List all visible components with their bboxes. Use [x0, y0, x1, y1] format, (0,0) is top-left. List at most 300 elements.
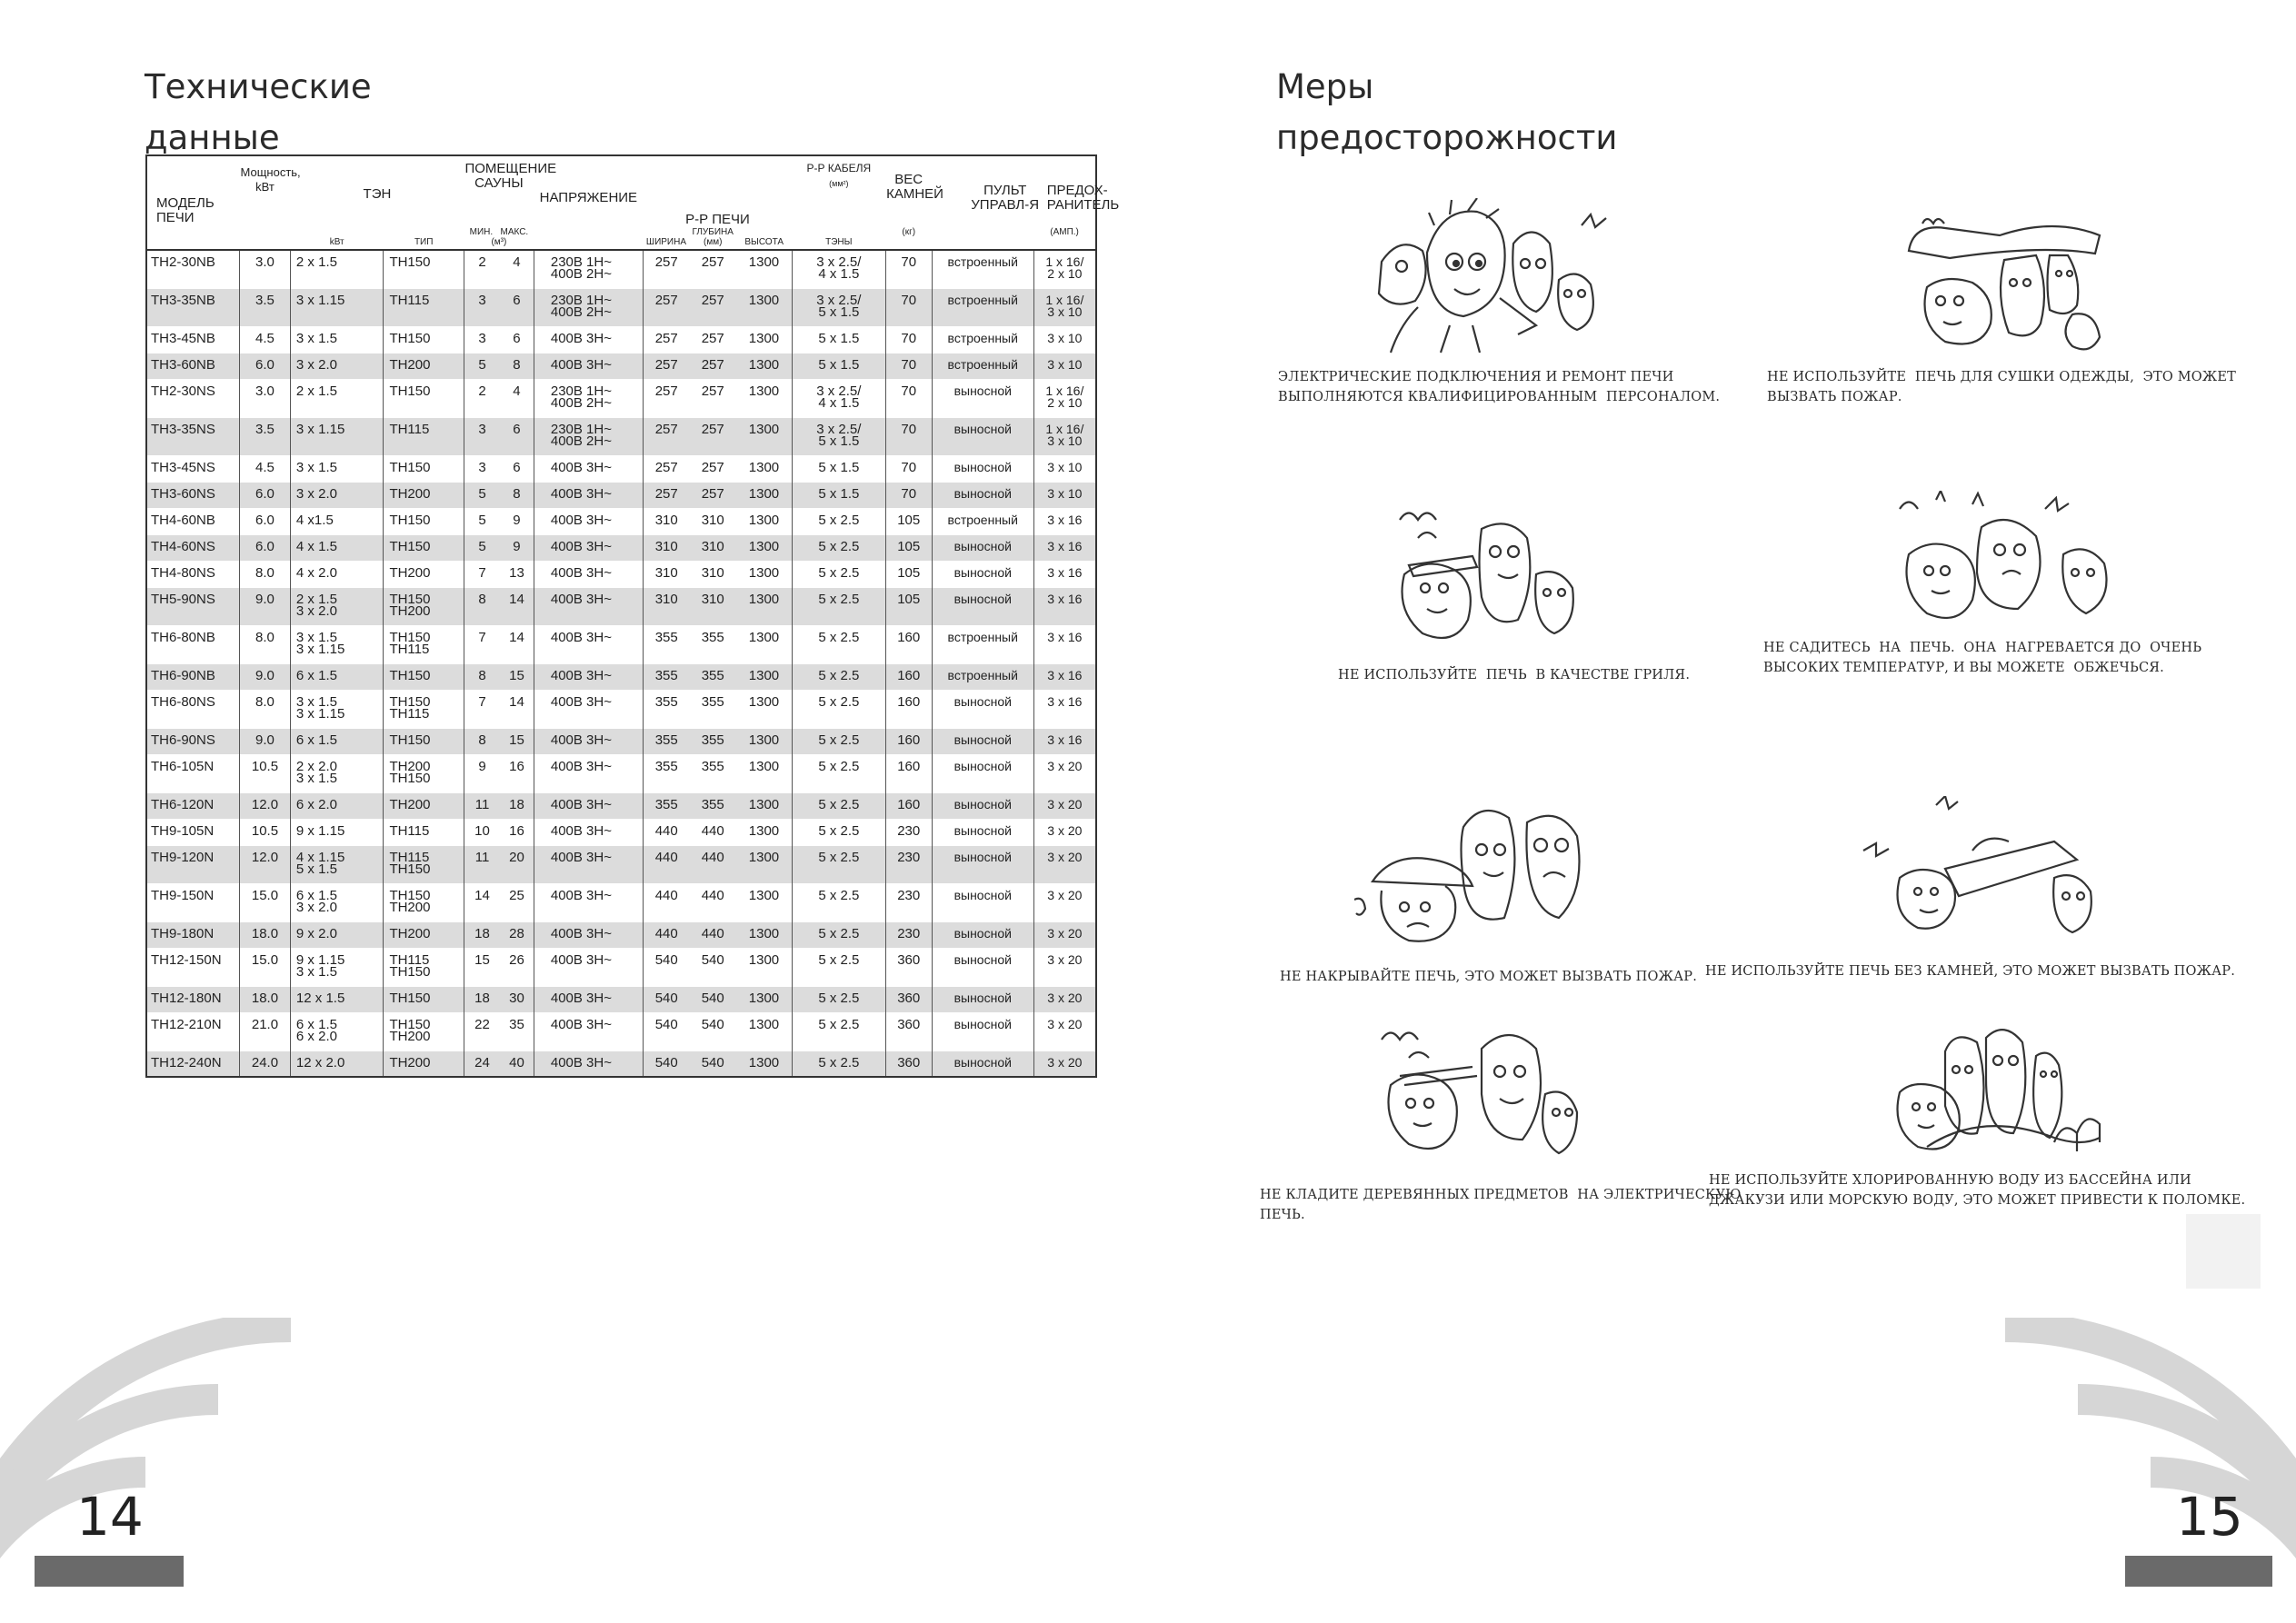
cell-power: 9.0	[240, 663, 291, 690]
cell-height: 1300	[748, 383, 780, 399]
table-row	[146, 508, 1096, 534]
cell-cable: 5 x 2.5	[793, 921, 886, 948]
cell-depth: 440	[690, 845, 736, 883]
cell-height: 1300	[736, 792, 793, 819]
cell-width: 440	[643, 819, 689, 845]
cell-width: 355	[643, 663, 689, 690]
cell-ten-kw: 4 x 1.5	[290, 534, 384, 561]
side-tab-decoration	[2186, 1214, 2261, 1289]
cell-ten-type: TH200	[384, 1050, 464, 1077]
cell-power: 3.5	[240, 288, 291, 326]
cell-ten-type: TH115	[384, 417, 464, 455]
cell-room-max: 16	[509, 822, 524, 839]
cell-stones: 70	[885, 417, 932, 455]
cell-fuse: 3 x 20	[1033, 819, 1096, 845]
cell-stones: 105	[885, 534, 932, 561]
cell-ten-type: TH200	[384, 353, 464, 379]
cell-ten-type: TH200	[384, 561, 464, 587]
cell-control: выносной	[932, 587, 1033, 625]
cell-cable: 3 x 2.5/ 5 x 1.5	[793, 417, 886, 455]
cell-cable: 5 x 2.5	[793, 883, 886, 921]
cell-model: TH2-30NS	[151, 383, 215, 399]
cell-power: 15.0	[240, 948, 291, 986]
cell-room-min: 5	[464, 353, 500, 379]
cell-fuse: 3 x 16	[1033, 663, 1096, 690]
header-stove-size: Р-Р ПЕЧИ	[685, 212, 750, 227]
cell-ten-kw: 3 x 2.0	[290, 353, 384, 379]
cell-room-max: 8	[500, 353, 534, 379]
table-row	[146, 1050, 1096, 1077]
title-line: предосторожности	[1276, 118, 1618, 157]
cell-width: 310	[643, 561, 689, 587]
cell-model: TH12-240N	[146, 1050, 240, 1077]
precaution-caption: НЕ ИСПОЛЬЗУЙТЕ ПЕЧЬ ДЛЯ СУШКИ ОДЕЖДЫ, ЭТО МОЖЕТ ВЫЗВАТЬ ПОЖАР.	[1767, 370, 2237, 404]
cell-width: 540	[643, 1012, 689, 1050]
cell-ten-type: TH150	[384, 663, 464, 690]
cell-model: TH3-45NS	[151, 459, 215, 475]
cell-width: 440	[643, 883, 689, 921]
cell-stones: 70	[885, 379, 932, 417]
cell-model: TH6-105N	[151, 758, 215, 774]
cell-control: выносной	[932, 417, 1033, 455]
cell-room-max: 14	[500, 587, 534, 625]
precaution-caption: НЕ ИСПОЛЬЗУЙТЕ ПЕЧЬ БЕЗ КАМНЕЙ, ЭТО МОЖЕТ ВЫЗВАТЬ ПОЖАР.	[1705, 964, 2236, 979]
cell-voltage: 400В 3Н~	[534, 508, 643, 534]
cell-room-min: 8	[464, 728, 500, 754]
cell-control: встроенный	[932, 625, 1033, 663]
cell-cable: 5 x 2.5	[793, 728, 886, 754]
cell-control: выносной	[932, 561, 1033, 587]
cell-stones: 70	[885, 353, 932, 379]
cell-fuse: 3 x 16	[1033, 508, 1096, 534]
cell-height: 1300	[748, 629, 780, 645]
cell-ten-kw: 2 x 2.0 3 x 1.5	[290, 754, 384, 792]
cell-ten-kw: 4 x 1.15 5 x 1.5	[290, 845, 384, 883]
cell-control: встроенный	[932, 663, 1033, 690]
cell-height: 1300	[748, 1016, 780, 1032]
cell-room-max: 15	[500, 663, 534, 690]
cell-power: 6.0	[240, 534, 291, 561]
cell-power: 10.5	[240, 754, 291, 792]
cell-depth: 310	[690, 587, 736, 625]
title-line: данные	[145, 118, 280, 157]
cell-voltage: 230В 1Н~ 400В 2Н~	[534, 417, 643, 455]
cell-room-min: 10	[464, 819, 500, 845]
cell-model: TH5-90NS	[146, 587, 240, 625]
header-stones-unit: (кг)	[902, 227, 916, 237]
table-row	[146, 534, 1096, 561]
cell-depth: 355	[690, 663, 736, 690]
cell-height: 1300	[748, 822, 780, 839]
cell-room-min: 18	[464, 921, 500, 948]
cell-height: 1300	[748, 512, 780, 528]
header-control-fuse	[932, 155, 1120, 227]
cell-control: встроенный	[932, 353, 1033, 379]
header-control: ПУЛЬТ УПРАВЛ-Я	[971, 183, 1040, 213]
cell-height: 1300	[736, 1050, 793, 1077]
cell-fuse: 3 x 20	[1033, 1050, 1096, 1077]
cell-control: выносной	[932, 754, 1033, 792]
cell-voltage: 400В 3Н~	[534, 754, 643, 792]
cell-width: 540	[643, 1050, 689, 1077]
grill-cartoon-icon	[1382, 502, 1591, 656]
cell-height: 1300	[736, 663, 793, 690]
cell-control: встроенный	[932, 288, 1033, 326]
cell-model: TH4-60NS	[146, 534, 240, 561]
cell-voltage: 230В 1Н~ 400В 2Н~	[534, 379, 643, 417]
cell-ten-kw: 3 x 1.5 3 x 1.15	[290, 625, 384, 663]
cell-stones: 230	[885, 819, 932, 845]
cell-room-max: 6	[513, 330, 521, 346]
cell-cable: 5 x 2.5	[793, 1012, 886, 1050]
cell-power: 9.0	[240, 728, 291, 754]
cell-fuse: 3 x 10	[1033, 482, 1096, 508]
cell-cable: 5 x 1.5	[793, 455, 886, 482]
cell-control: выносной	[932, 986, 1033, 1012]
cell-fuse: 1 x 16/ 3 x 10	[1033, 417, 1096, 455]
header-voltage: НАПРЯЖЕНИЕ	[539, 190, 638, 205]
cell-ten-kw: 3 x 1.15	[290, 417, 384, 455]
cell-voltage: 400В 3Н~	[534, 921, 643, 948]
header-cable-unit: (мм²)	[829, 179, 849, 188]
cell-control: встроенный	[932, 508, 1033, 534]
cell-cable: 5 x 2.5	[793, 587, 886, 625]
cell-voltage: 400В 3Н~	[534, 690, 643, 728]
table-row	[146, 1012, 1096, 1050]
cell-voltage: 400В 3Н~	[534, 625, 643, 663]
cell-voltage: 400В 3Н~	[534, 986, 643, 1012]
table-row	[146, 288, 1096, 326]
precaution-caption: ЭЛЕКТРИЧЕСКИЕ ПОДКЛЮЧЕНИЯ И РЕМОНТ ПЕЧИ ВЫПОЛНЯЮТСЯ КВАЛИФИЦИРОВАННЫМ ПЕРСОНАЛОМ.	[1278, 370, 1721, 404]
cell-room-min: 8	[464, 663, 500, 690]
cell-room-min: 2	[464, 250, 500, 288]
table-row	[146, 948, 1096, 986]
cell-ten-kw: 4 x1.5	[290, 508, 384, 534]
cell-stones: 105	[885, 508, 932, 534]
cell-ten-type: TH200	[384, 482, 464, 508]
cell-cable: 3 x 2.5/ 4 x 1.5	[793, 379, 886, 417]
cell-power: 15.0	[240, 883, 291, 921]
cell-width: 355	[643, 690, 689, 728]
table-row	[146, 819, 1096, 845]
cell-width: 540	[643, 986, 689, 1012]
cell-height: 1300	[736, 921, 793, 948]
cell-ten-type: TH150 TH200	[384, 587, 464, 625]
cell-depth: 257	[690, 288, 736, 326]
cell-stones: 160	[885, 792, 932, 819]
cell-room-min: 14	[464, 883, 500, 921]
cell-room-min: 3	[464, 455, 500, 482]
cell-depth: 310	[701, 564, 724, 581]
precaution-caption: НЕ САДИТЕСЬ НА ПЕЧЬ. ОНА НАГРЕВАЕТСЯ ДО ОЧЕНЬ ВЫСОКИХ ТЕМПЕРАТУР, И ВЫ МОЖЕТЕ ОБЖЕЧЬСЯ.	[1763, 641, 2202, 675]
cell-stones: 105	[885, 561, 932, 587]
cell-control: выносной	[932, 455, 1033, 482]
cell-model: TH6-90NS	[146, 728, 240, 754]
cell-ten-kw: 2 x 1.5	[290, 250, 384, 288]
cell-power: 9.0	[240, 587, 291, 625]
cell-room-max: 20	[500, 845, 534, 883]
cell-ten-type: TH150	[384, 326, 464, 353]
cell-cable: 5 x 2.5	[793, 754, 886, 792]
cell-power: 24.0	[240, 1050, 291, 1077]
cell-ten-type: TH150 TH200	[384, 883, 464, 921]
cell-fuse: 3 x 10	[1033, 326, 1096, 353]
cell-height: 1300	[736, 288, 793, 326]
table-row	[146, 986, 1096, 1012]
header-stones: ВЕС КАМНЕЙ	[886, 172, 943, 202]
chlorinated-water-cartoon-icon	[1872, 1020, 2109, 1160]
cell-control: выносной	[932, 728, 1033, 754]
cell-fuse: 3 x 20	[1033, 754, 1096, 792]
cell-room-max: 28	[500, 921, 534, 948]
cell-model: TH3-60NS	[146, 482, 240, 508]
cell-cable: 5 x 2.5	[793, 508, 886, 534]
cell-model: TH3-35NS	[146, 417, 240, 455]
cell-room-min: 3	[464, 326, 500, 353]
cell-power: 3.0	[240, 250, 291, 288]
cell-height: 1300	[748, 254, 780, 270]
cell-room-max: 25	[509, 887, 524, 903]
table-row	[146, 417, 1096, 455]
cell-model: TH9-120N	[146, 845, 240, 883]
cell-fuse: 1 x 16/ 2 x 10	[1033, 250, 1096, 288]
cell-ten-kw: 12 x 1.5	[290, 986, 384, 1012]
precaution-caption: НЕ КЛАДИТЕ ДЕРЕВЯННЫХ ПРЕДМЕТОВ НА ЭЛЕКТРИЧЕСКУЮ ПЕЧЬ.	[1260, 1188, 1742, 1222]
cell-room-min: 15	[464, 948, 500, 986]
cell-stones: 70	[885, 482, 932, 508]
table-row	[146, 728, 1096, 754]
cell-height: 1300	[748, 564, 780, 581]
cell-cable: 5 x 2.5	[793, 663, 886, 690]
cell-cable: 5 x 2.5	[793, 819, 886, 845]
cell-room-max: 9	[513, 512, 521, 528]
cell-depth: 257	[690, 353, 736, 379]
cell-stones: 360	[885, 948, 932, 986]
cell-power: 6.0	[240, 353, 291, 379]
cell-ten-type: TH150 TH200	[384, 1012, 464, 1050]
cell-cable: 5 x 2.5	[793, 625, 886, 663]
cell-fuse: 3 x 10	[1033, 455, 1096, 482]
cell-voltage: 230В 1Н~ 400В 2Н~	[534, 288, 643, 326]
cell-depth: 355	[701, 629, 724, 645]
cell-depth: 540	[690, 1050, 736, 1077]
sitting-on-stove-cartoon-icon	[1882, 491, 2127, 627]
header-ten: ТЭН	[363, 186, 392, 202]
stove-without-stones-cartoon-icon	[1845, 796, 2109, 941]
cell-cable: 5 x 2.5	[793, 986, 886, 1012]
page-bar-left	[35, 1556, 184, 1587]
cell-ten-type: TH150	[384, 379, 464, 417]
cell-voltage: 400В 3Н~	[534, 819, 643, 845]
cell-stones: 160	[885, 663, 932, 690]
cell-height: 1300	[736, 417, 793, 455]
drying-clothes-cartoon-icon	[1900, 214, 2109, 360]
cell-height: 1300	[748, 951, 780, 968]
header-fuse-unit: (АМП.)	[1050, 227, 1079, 237]
cell-height: 1300	[736, 587, 793, 625]
cell-power: 12.0	[240, 845, 291, 883]
header-cable	[793, 155, 886, 227]
electrician-cartoon-icon	[1363, 198, 1627, 362]
table-row	[146, 754, 1096, 792]
cell-control: выносной	[932, 690, 1033, 728]
cell-depth: 355	[701, 693, 724, 710]
cell-width: 257	[643, 379, 689, 417]
cell-voltage: 400В 3Н~	[534, 845, 643, 883]
cell-depth: 257	[701, 459, 724, 475]
cell-ten-kw: 3 x 1.5	[290, 326, 384, 353]
cell-stones: 160	[885, 690, 932, 728]
cell-room-max: 26	[509, 951, 524, 968]
cell-cable: 5 x 1.5	[793, 326, 886, 353]
table-row	[146, 587, 1096, 625]
cell-height: 1300	[748, 758, 780, 774]
cell-voltage: 400В 3Н~	[534, 663, 643, 690]
cell-room-max: 14	[509, 693, 524, 710]
cell-stones: 230	[885, 883, 932, 921]
cell-ten-type: TH115 TH150	[384, 845, 464, 883]
table-row	[146, 326, 1096, 353]
table-row	[146, 625, 1096, 663]
cell-height: 1300	[748, 459, 780, 475]
cell-width: 257	[643, 482, 689, 508]
cell-room-max: 6	[500, 288, 534, 326]
table-body	[146, 250, 1096, 1077]
cell-height: 1300	[736, 482, 793, 508]
cell-room-min: 22	[464, 1012, 500, 1050]
cell-fuse: 3 x 20	[1033, 1012, 1096, 1050]
cell-width: 355	[643, 792, 689, 819]
table-row	[146, 921, 1096, 948]
header-depth-label: ГЛУБИНА	[692, 227, 734, 237]
header-depth	[690, 227, 736, 250]
cell-cable: 5 x 2.5	[793, 690, 886, 728]
cell-ten-kw: 2 x 1.5	[290, 379, 384, 417]
cell-power: 21.0	[240, 1012, 291, 1050]
cell-fuse: 1 x 16/ 3 x 10	[1033, 288, 1096, 326]
cell-depth: 355	[690, 728, 736, 754]
cell-ten-kw: 6 x 1.5 6 x 2.0	[290, 1012, 384, 1050]
cell-cable: 5 x 2.5	[793, 948, 886, 986]
cell-width: 257	[643, 326, 689, 353]
cell-model: TH12-180N	[146, 986, 240, 1012]
cell-ten-kw: 4 x 2.0	[290, 561, 384, 587]
cell-cable: 5 x 2.5	[793, 792, 886, 819]
cell-depth: 355	[690, 792, 736, 819]
cell-stones: 70	[885, 326, 932, 353]
page-bar-right	[2125, 1556, 2272, 1587]
cell-model: TH4-80NS	[151, 564, 215, 581]
header-room-sub	[464, 227, 534, 250]
cell-room-min: 5	[464, 534, 500, 561]
cell-cable: 5 x 2.5	[793, 1050, 886, 1077]
cell-model: TH3-45NB	[151, 330, 215, 346]
cell-room-min: 5	[464, 482, 500, 508]
cell-fuse: 3 x 20	[1033, 883, 1096, 921]
cell-fuse: 3 x 16	[1033, 690, 1096, 728]
cell-ten-type: TH150	[384, 455, 464, 482]
cell-height: 1300	[748, 693, 780, 710]
cell-ten-kw: 2 x 1.5 3 x 2.0	[290, 587, 384, 625]
table-row	[146, 845, 1096, 883]
header-power: Мощность, kВт	[240, 165, 301, 194]
header-model: МОДЕЛЬ ПЕЧИ	[156, 195, 215, 225]
cell-fuse: 3 x 20	[1033, 986, 1096, 1012]
cell-stones: 360	[885, 1050, 932, 1077]
cell-room-min: 3	[464, 417, 500, 455]
cell-height: 1300	[736, 353, 793, 379]
cell-power: 8.0	[240, 625, 291, 663]
cell-height: 1300	[748, 330, 780, 346]
cell-depth: 440	[690, 921, 736, 948]
cell-power: 18.0	[240, 986, 291, 1012]
cell-voltage: 400В 3Н~	[534, 587, 643, 625]
cell-ten-kw: 6 x 1.5	[290, 663, 384, 690]
cell-control: встроенный	[932, 326, 1033, 353]
cell-ten-kw: 6 x 1.5 3 x 2.0	[290, 883, 384, 921]
cell-stones: 230	[885, 845, 932, 883]
cell-room-max: 18	[500, 792, 534, 819]
table-header	[146, 155, 1120, 250]
cell-cable: 5 x 2.5	[793, 561, 886, 587]
cell-control: выносной	[932, 1050, 1033, 1077]
cell-ten-type: TH150	[384, 250, 464, 288]
cell-power: 8.0	[240, 690, 291, 728]
cell-room-max: 4	[513, 254, 521, 270]
cell-ten-type: TH150	[384, 728, 464, 754]
cell-model: TH3-60NB	[146, 353, 240, 379]
cell-model: TH12-150N	[151, 951, 222, 968]
cell-room-min: 7	[464, 561, 500, 587]
cell-room-min: 11	[464, 845, 500, 883]
cell-fuse: 3 x 20	[1033, 845, 1096, 883]
cell-cable: 5 x 2.5	[793, 845, 886, 883]
cell-depth: 310	[701, 512, 724, 528]
cell-stones: 70	[885, 455, 932, 482]
cell-ten-kw: 6 x 1.5	[290, 728, 384, 754]
cell-stones: 360	[885, 986, 932, 1012]
page-number-right: 15	[2176, 1486, 2243, 1548]
header-height: ВЫСОТА	[744, 237, 784, 247]
cell-ten-type: TH115	[384, 819, 464, 845]
cell-room-max: 16	[509, 758, 524, 774]
cell-model: TH9-150N	[151, 887, 215, 903]
table-row	[146, 663, 1096, 690]
cell-width: 257	[643, 455, 689, 482]
cell-stones: 105	[885, 587, 932, 625]
cell-fuse: 3 x 16	[1033, 561, 1096, 587]
table-row	[146, 353, 1096, 379]
cell-cable: 5 x 2.5	[793, 534, 886, 561]
cell-voltage: 400В 3Н~	[534, 326, 643, 353]
cell-power: 12.0	[240, 792, 291, 819]
cell-model: TH6-90NB	[146, 663, 240, 690]
cell-height: 1300	[736, 534, 793, 561]
header-cable-label: Р-Р КАБЕЛЯ	[806, 162, 872, 174]
tech-spec-table	[145, 154, 1120, 1078]
header-control-empty	[932, 227, 1033, 250]
page-title-precautions	[1276, 62, 1617, 164]
precaution-caption: НЕ НАКРЫВАЙТЕ ПЕЧЬ, ЭТО МОЖЕТ ВЫЗВАТЬ ПОЖАР.	[1280, 970, 1698, 984]
cell-model: TH3-35NB	[146, 288, 240, 326]
cell-voltage: 400В 3Н~	[534, 353, 643, 379]
cell-room-min: 3	[464, 288, 500, 326]
cell-width: 355	[643, 754, 689, 792]
cell-stones: 160	[885, 754, 932, 792]
cell-cable: 3 x 2.5/ 4 x 1.5	[793, 250, 886, 288]
header-ten-type: ТИП	[414, 237, 434, 247]
cell-power: 3.5	[240, 417, 291, 455]
